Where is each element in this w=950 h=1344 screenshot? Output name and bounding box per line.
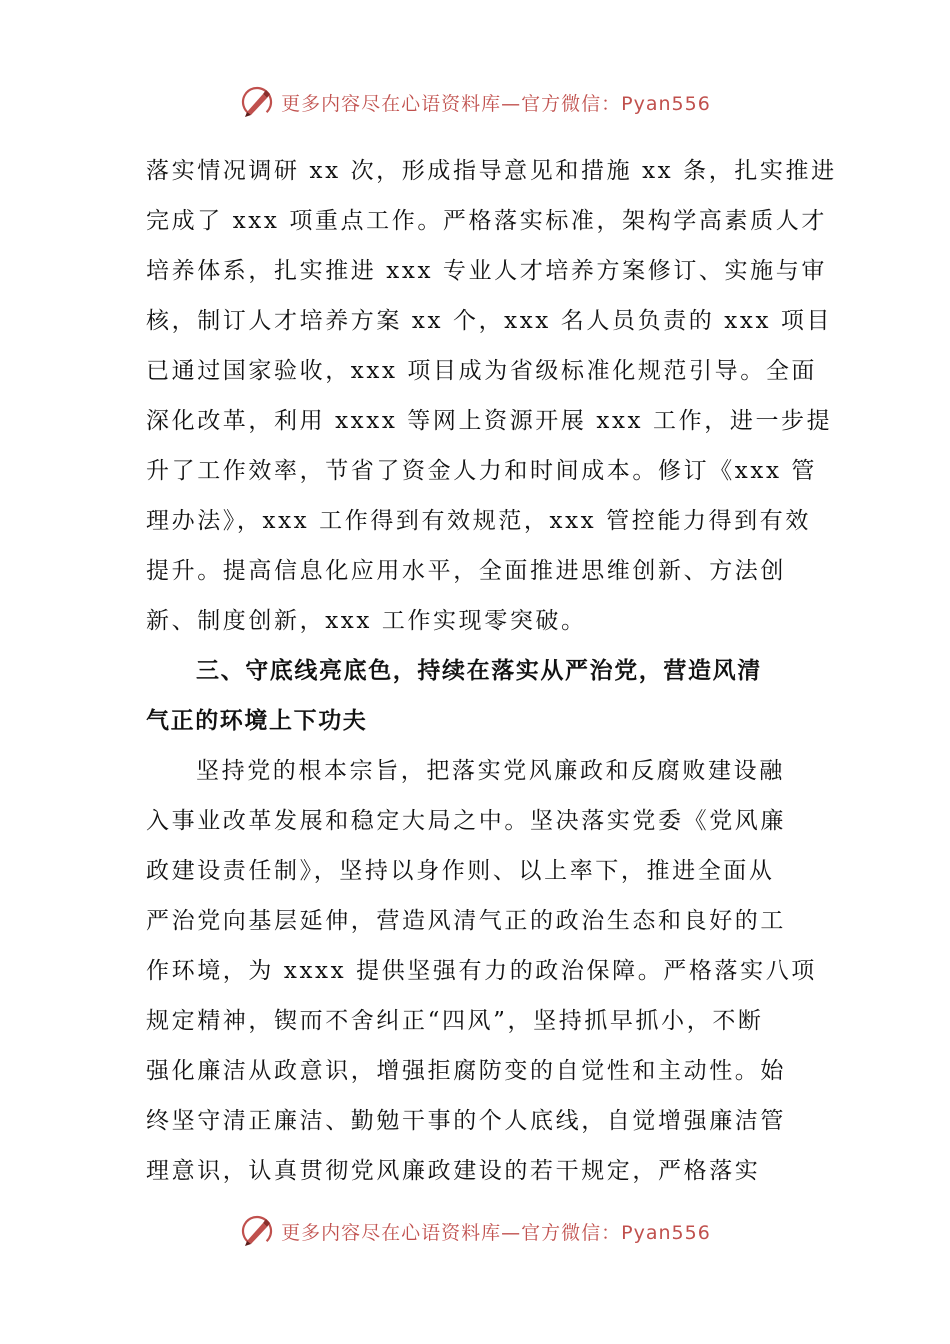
header-banner-inner	[239, 84, 711, 120]
text-line: 作环境，为 xxxx 提供坚强有力的政治保障。严格落实八项	[146, 958, 817, 984]
text-line: 升了工作效率，节省了资金人力和时间成本。修订《xxx 管	[146, 458, 818, 484]
paragraph-1	[146, 146, 837, 646]
text-line: 核，制订人才培养方案 xx 个，xxx 名人员负责的 xxx 项目	[146, 308, 833, 334]
text-line: 新、制度创新，xxx 工作实现零突破。	[146, 608, 587, 634]
text-line: 理办法》，xxx 工作得到有效规范，xxx 管控能力得到有效	[146, 508, 811, 534]
header-banner-text: 更多内容尽在心语资料库—官方微信：Pyan556	[281, 92, 711, 115]
section-heading	[146, 646, 806, 746]
text-line: 终坚守清正廉洁、勤勉干事的个人底线，自觉增强廉洁管	[146, 1108, 786, 1134]
pen-circle-icon	[239, 1213, 275, 1249]
footer-banner-inner	[239, 1213, 711, 1249]
pen-circle-icon	[239, 84, 275, 120]
text-line: 培养体系，扎实推进 xxx 专业人才培养方案修订、实施与审	[146, 258, 827, 284]
paragraph-2	[146, 746, 817, 1196]
document-body	[146, 146, 837, 1196]
header-banner	[0, 82, 950, 122]
heading-line: 三、守底线亮底色，持续在落实从严治党，营造风清	[196, 658, 762, 684]
text-line: 规定精神，锲而不舍纠正“四风”，坚持抓早抓小，不断	[146, 1008, 764, 1034]
text-line: 已通过国家验收，xxx 项目成为省级标准化规范引导。全面	[146, 358, 818, 384]
footer-banner-text: 更多内容尽在心语资料库—官方微信：Pyan556	[281, 1221, 711, 1244]
heading-line: 气正的环境上下功夫	[146, 708, 368, 734]
text-line: 深化改革，利用 xxxx 等网上资源开展 xxx 工作，进一步提	[146, 408, 833, 434]
text-line: 严治党向基层延伸，营造风清气正的政治生态和良好的工	[146, 908, 786, 934]
text-line: 完成了 xxx 项重点工作。严格落实标准，架构学高素质人才	[146, 208, 827, 234]
text-line: 入事业改革发展和稳定大局之中。坚决落实党委《党风廉	[146, 808, 786, 834]
text-line: 理意识，认真贯彻党风廉政建设的若干规定，严格落实	[146, 1158, 761, 1184]
text-line: 坚持党的根本宗旨，把落实党风廉政和反腐败建设融	[196, 758, 785, 784]
text-line: 强化廉洁从政意识，增强拒腐防变的自觉性和主动性。始	[146, 1058, 786, 1084]
footer-banner	[0, 1211, 950, 1251]
text-line: 落实情况调研 xx 次，形成指导意见和措施 xx 条，扎实推进	[146, 158, 837, 184]
text-line: 政建设责任制》，坚持以身作则、以上率下，推进全面从	[146, 858, 775, 884]
text-line: 提升。提高信息化应用水平，全面推进思维创新、方法创	[146, 558, 786, 584]
